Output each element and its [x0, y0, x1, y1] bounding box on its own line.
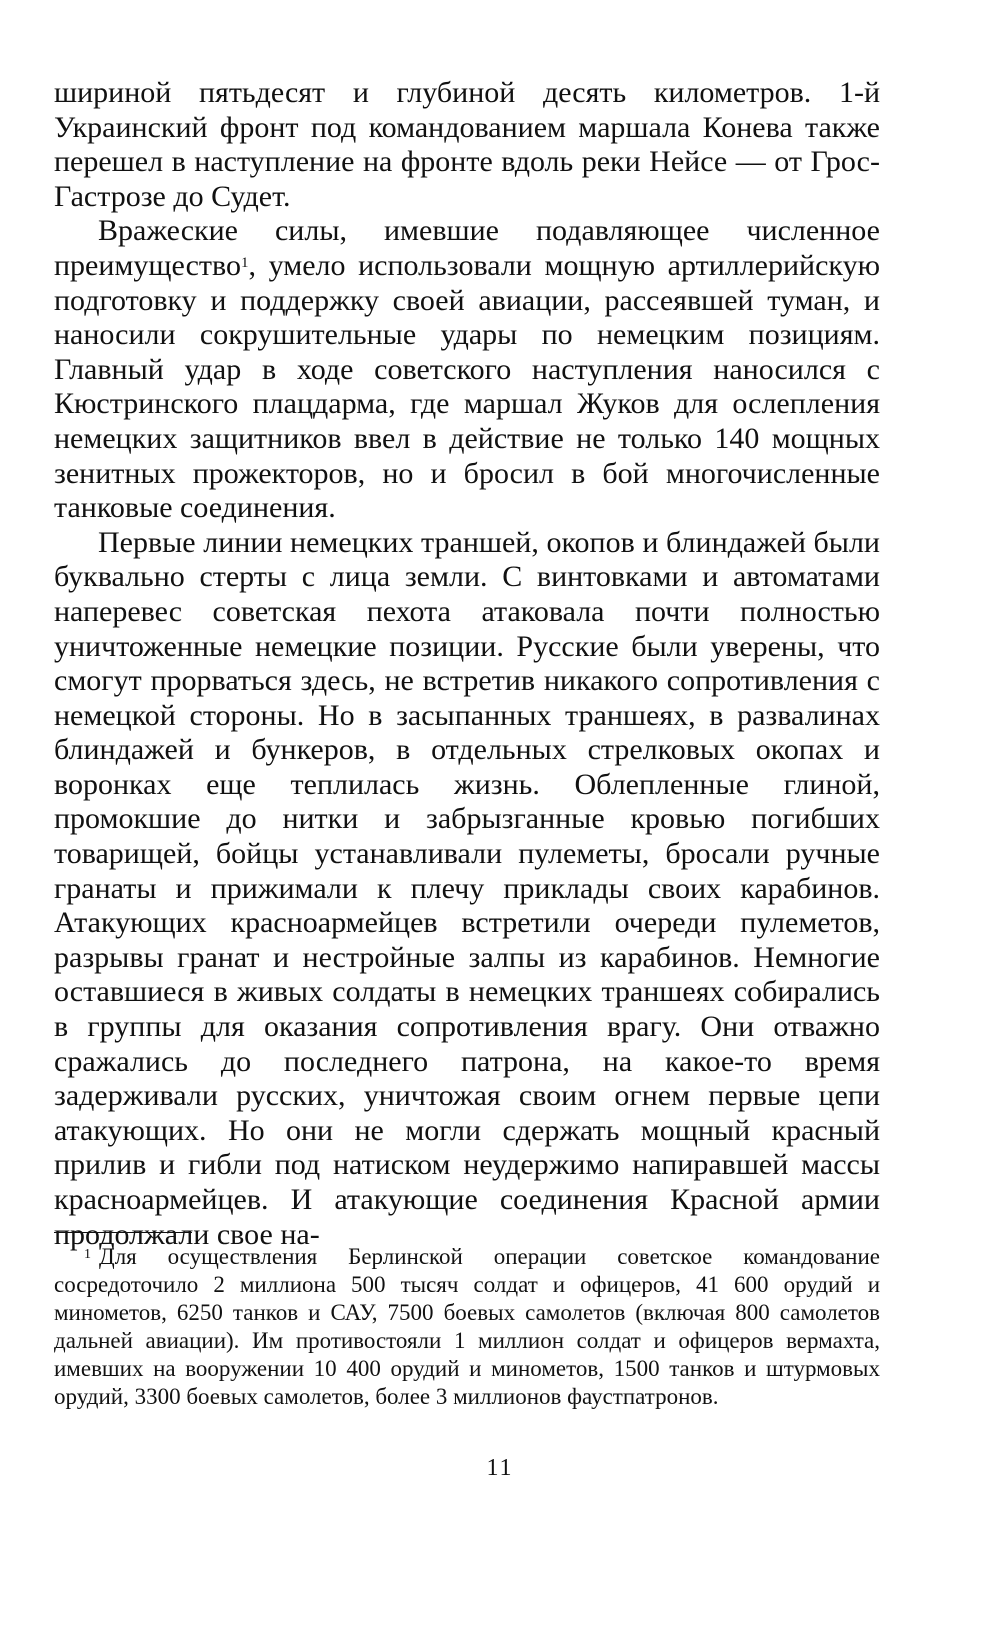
paragraph-1: шириной пятьдесят и глубиной десять километров. 1-й Украинский фронт под командованием маршала Конева также перешел в наступление на фронте вдоль реки Нейсе — от Грос-Гастрозе до Судет.: [54, 76, 880, 213]
footnote-mark: 1: [84, 1247, 91, 1262]
footnote-text: Для осуществления Берлинской операции советское командование сосредоточило 2 миллиона 500 тысяч солдат и офицеров, 41 600 орудий и минометов, 6250 танков и САУ, 7500 боевых самолетов (включая 800 самолетов дальней авиации). Им противостояли 1 миллион солдат и офицеров вермахта, имевших на вооружении 10 400 орудий и минометов, 1500 танков и штурмовых орудий, 3300 боевых самолетов, более 3 миллионов фаустпатронов.: [54, 1244, 880, 1409]
paragraph-2-text-start: Вражеские силы, имевшие подавляющее численное преимущество: [54, 214, 880, 282]
paragraph-2-text-end: , умело использовали мощную артиллерийскую подготовку и поддержку своей авиации, рассеявшей туман, и наносили сокрушительные удары по немецким позициям. Главный удар в ходе советского наступления наносился с Кюстринского плацдарма, где маршал Жуков для ослепления немецких защитников ввел в действие не только 140 мощных зенитных прожекторов, но и бросил в бой многочисленные танковые соединения.: [54, 248, 880, 525]
footnote-reference: 1: [240, 254, 249, 271]
paragraph-3: Первые линии немецких траншей, окопов и блиндажей были буквально стерты с лица земли. С винтовками и автоматами наперевес советская пехота атаковала почти полностью уничтоженные немецкие позиции. Русские были уверены, что смогут прорваться здесь, не встретив никакого сопротивления с немецкой стороны. Но в засыпанных траншеях, в развалинах блиндажей и бункеров, в отдельных стрелковых окопах и воронках еще теплилась жизнь. Облепленные глиной, промокшие до нитки и забрызганные кровью погибших товарищей, бойцы устанавливали пулеметы, бросали ручные гранаты и прижимали к плечу приклады своих карабинов. Атакующих красноармейцев встретили очереди пулеметов, разрывы гранат и нестройные залпы из карабинов. Немногие оставшиеся в живых солдаты в немецких траншеях собирались в группы для оказания сопротивления врагу. Они отважно сражались до последнего патрона, на какое-то время задерживали русских, уничтожая своим огнем первые цепи атакующих. Но они не могли сдержать мощный красный прилив и гибли под натиском неудержимо напиравшей массы красноармейцев. И атакующие соединения Красной армии продолжали свое на-: [54, 525, 880, 1251]
footnote-divider: [54, 1232, 192, 1233]
footnote: [54, 1243, 880, 1411]
paragraph-2: [54, 214, 880, 525]
page-body: [54, 76, 880, 1252]
page-number: 11: [486, 1455, 514, 1481]
